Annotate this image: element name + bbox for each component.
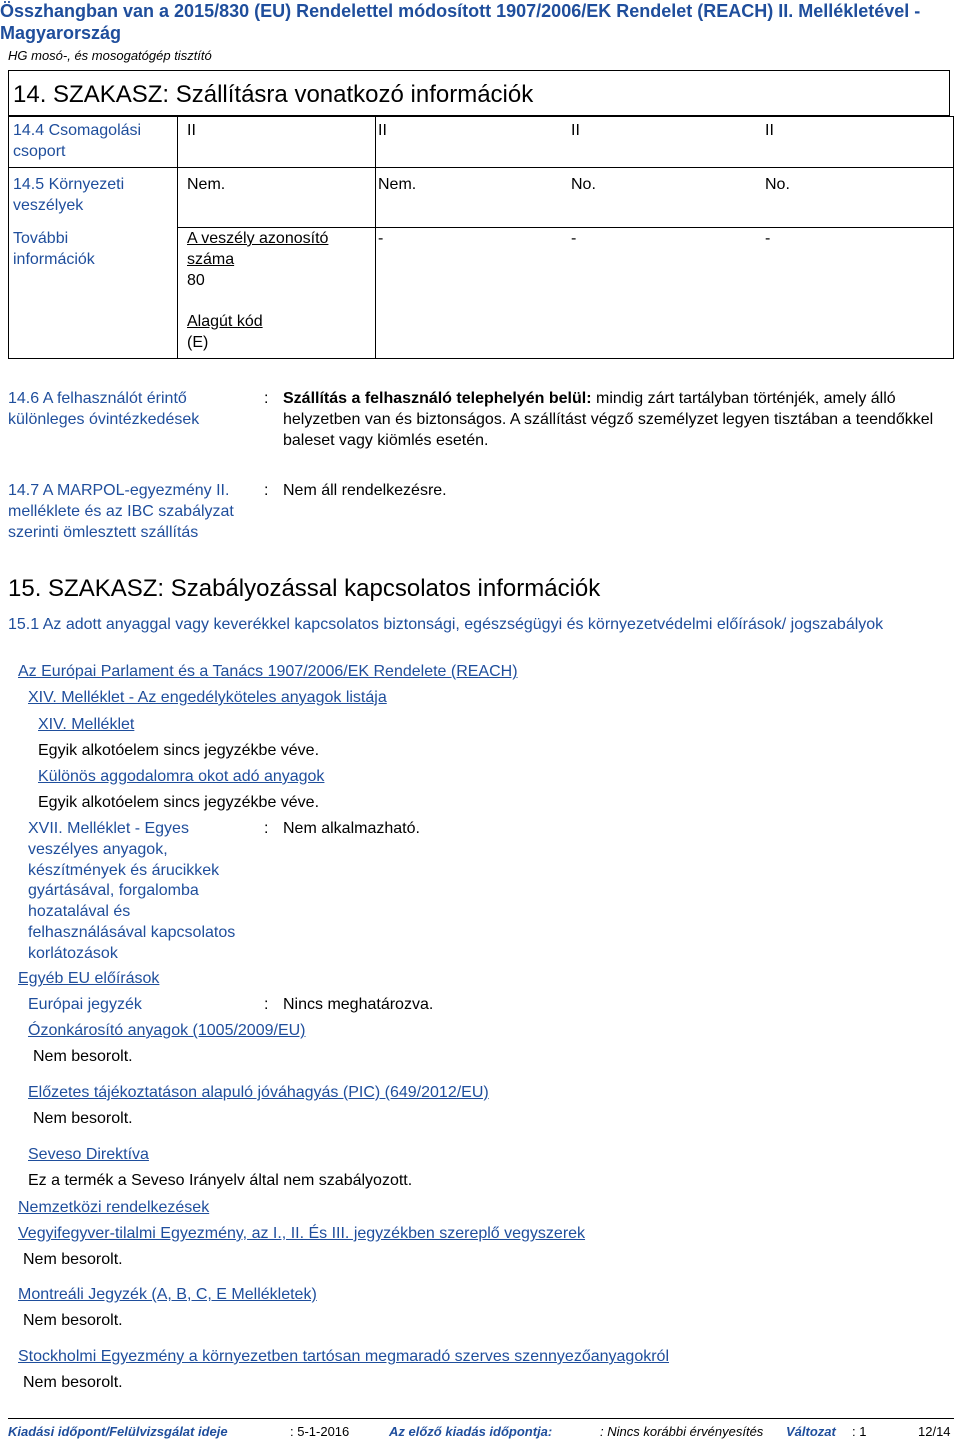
section-15-title: 15. SZAKASZ: Szabályozással kapcsolatos információk: [8, 575, 601, 602]
annex-xvii-value: Nem alkalmazható.: [283, 820, 420, 837]
pic-value: Nem besorolt.: [33, 1110, 133, 1127]
marpol-label: 14.7 A MARPOL-egyezmény II. melléklete és az IBC szabályzat szerinti ömlesztett szállítás: [8, 482, 234, 541]
footer-version-label: Változat: [786, 1424, 836, 1439]
special-precautions-bold: Szállítás a felhasználó telephelyén belül:: [283, 390, 592, 407]
packing-group-imdg: II: [571, 122, 580, 139]
packing-group-label: 14.4 Csomagolási csoport: [13, 122, 142, 160]
packing-group-adn: II: [378, 122, 387, 139]
footer-prev-label: Az előző kiadás időpontja:: [389, 1424, 553, 1439]
hazard-id-value: 80: [187, 272, 205, 289]
env-hazards-adn: Nem.: [378, 176, 417, 193]
special-precautions-label: 14.6 A felhasználót érintő különleges óvintézkedések: [8, 390, 200, 428]
additional-info-adn: -: [378, 230, 384, 247]
footer-prev-value: : Nincs korábbi érvényesítés: [600, 1424, 764, 1439]
national-heading: Nemzetközi rendelkezések: [18, 1199, 210, 1216]
marpol-value: Nem áll rendelkezésre.: [283, 482, 447, 499]
colon-separator: :: [264, 482, 269, 499]
ozone-heading: Ózonkárosító anyagok (1005/2009/EU): [28, 1022, 306, 1039]
annex-xvii-label: XVII. Melléklet - Egyes veszélyes anyagok, készítmények és árucikkek gyártásával, forgalomba hozatalával és felhasználásával kapcsolatos korlátozások: [28, 820, 236, 962]
tunnel-code-label: Alagút kód: [187, 313, 263, 330]
section-14-title: 14. SZAKASZ: Szállításra vonatkozó információk: [8, 70, 950, 116]
svhc-value: Egyik alkotóelem sincs jegyzékbe véve.: [38, 794, 320, 811]
stockholm-value: Nem besorolt.: [23, 1374, 123, 1391]
special-precautions-value: [283, 389, 953, 451]
annex-xiv-heading: XIV. Melléklet: [38, 716, 135, 733]
annex-xiv-value: Egyik alkotóelem sincs jegyzékbe véve.: [38, 742, 320, 759]
pic-heading: Előzetes tájékoztatáson alapuló jóváhagyás (PIC) (649/2012/EU): [28, 1084, 489, 1101]
colon-separator: :: [264, 820, 269, 837]
montreal-value: Nem besorolt.: [23, 1312, 123, 1329]
env-hazards-imdg: No.: [571, 176, 596, 193]
tunnel-code-value: (E): [187, 334, 209, 351]
eu-inventory-value: Nincs meghatározva.: [283, 996, 434, 1013]
special-precautions-text: mindig zárt tartályban történjék, amely álló helyzetben van és biztonságos. A szállítást végző személyzet legyen tisztában a teendőkkel baleset vagy kiömlés esetén.: [283, 390, 934, 449]
svhc-heading: Különös aggodalomra okot adó anyagok: [38, 768, 325, 785]
footer-page-number: 12/14: [918, 1424, 951, 1439]
stockholm-heading: Stockholmi Egyezmény a környezetben tartósan megmaradó szerves szennyezőanyagokról: [18, 1348, 669, 1365]
other-eu-heading: Egyéb EU előírások: [18, 970, 160, 987]
seveso-heading: Seveso Direktíva: [28, 1146, 149, 1163]
env-hazards-label: 14.5 Környezeti veszélyek: [13, 176, 125, 214]
ozone-value: Nem besorolt.: [33, 1048, 133, 1065]
additional-info-label: További információk: [13, 230, 95, 268]
reach-heading: Az Európai Parlament és a Tanács 1907/2006/EK Rendelete (REACH): [18, 663, 518, 680]
annex-xiv-list-heading: XIV. Melléklet - Az engedélyköteles anyagok listája: [28, 689, 387, 706]
cwc-heading: Vegyifegyver-tilalmi Egyezmény, az I., II. És III. jegyzékben szereplő vegyszerek: [18, 1225, 586, 1242]
document-header-title: Összhangban van a 2015/830 (EU) Rendelettel módosított 1907/2006/EK Rendelet (REACH) II. Mellékletével - Magyarország: [0, 1, 921, 43]
footer-version-value: : 1: [852, 1424, 867, 1439]
colon-separator: :: [264, 390, 269, 407]
montreal-heading: Montreáli Jegyzék (A, B, C, E Mellékletek): [18, 1286, 317, 1303]
env-hazards-adr: Nem.: [187, 176, 226, 193]
seveso-value: Ez a termék a Seveso Irányelv által nem szabályozott.: [28, 1172, 413, 1189]
product-name: HG mosó-, és mosogatógép tisztító: [8, 48, 212, 63]
footer-issue-value: : 5-1-2016: [290, 1424, 350, 1439]
packing-group-iata: II: [765, 122, 774, 139]
additional-info-imdg: -: [571, 230, 577, 247]
hazard-id-label: A veszély azonosító száma: [187, 230, 329, 268]
footer-issue-label: Kiadási időpont/Felülvizsgálat ideje: [8, 1424, 228, 1439]
colon-separator: :: [264, 996, 269, 1013]
footer-divider: [8, 1418, 954, 1419]
regulation-15-1: 15.1 Az adott anyaggal vagy keverékkel kapcsolatos biztonsági, egészségügyi és környezetvédelmi előírások/ jogszabályok: [8, 616, 884, 633]
additional-info-iata: -: [765, 230, 771, 247]
packing-group-adr: II: [187, 122, 196, 139]
env-hazards-iata: No.: [765, 176, 790, 193]
cwc-value: Nem besorolt.: [23, 1251, 123, 1268]
transport-table: [8, 116, 954, 359]
eu-inventory-label: Európai jegyzék: [28, 996, 142, 1013]
